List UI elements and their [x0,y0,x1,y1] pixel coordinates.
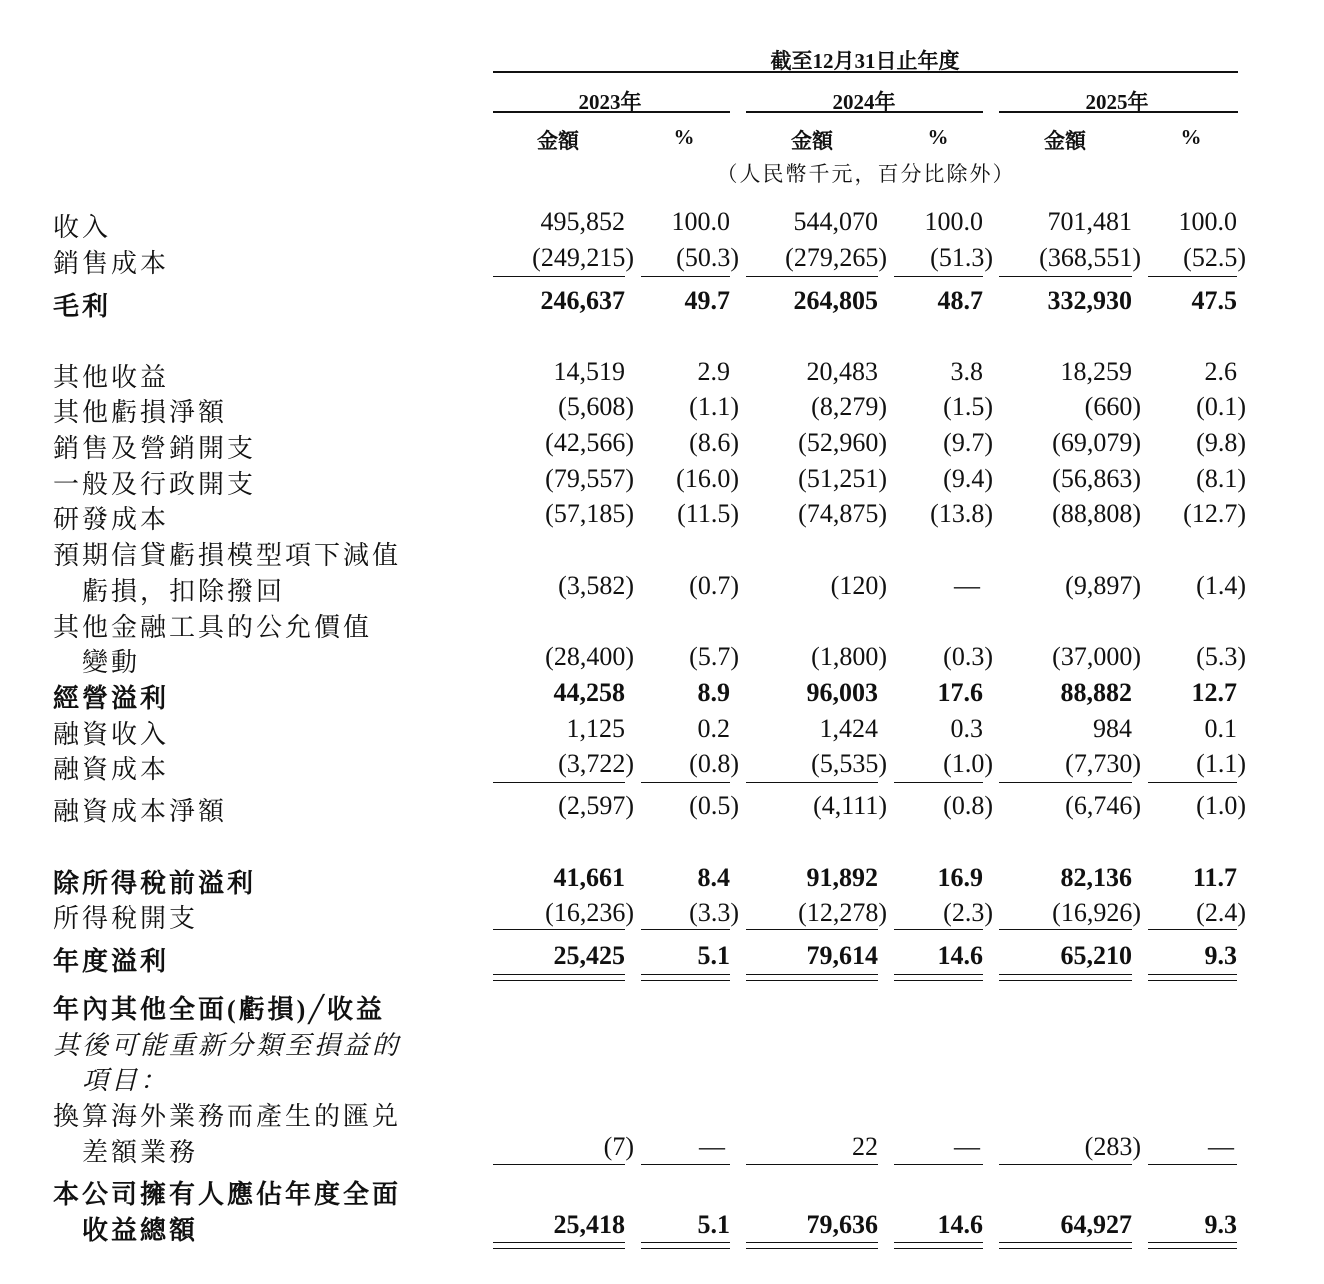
pct-header-2024: % [927,125,949,149]
value-admin-expenses-col5: (8.1) [1196,464,1246,493]
value-selling-expenses-col1: (8.6) [689,428,739,457]
value-operating-profit-col0: 44,258 [553,678,625,707]
value-gross-profit-col5: 47.5 [1191,286,1237,315]
rule-after-fx-diff-col0 [493,1164,625,1165]
label-cost-of-sales: 銷售成本 [53,249,170,278]
value-fx-diff-col4: (283) [1084,1132,1141,1161]
value-finance-income-col3: 0.3 [950,714,983,743]
value-selling-expenses-col0: (42,566) [545,428,634,457]
double-rule-profit-for-year-col4 [999,974,1132,981]
value-finance-income-col0: 1,125 [566,714,625,743]
label-fx-diff-line2: 差額業務 [82,1138,199,1167]
value-admin-expenses-col4: (56,863) [1052,464,1141,493]
value-profit-for-year-col3: 14.6 [937,941,983,970]
value-income-tax-col4: (16,926) [1052,898,1141,927]
label-gross-profit: 毛利 [53,292,112,321]
value-revenue-col4: 701,481 [1047,207,1132,236]
label-net-finance-costs: 融資成本淨額 [53,797,228,826]
double-rule-profit-for-year-col5 [1148,974,1237,981]
value-impairment-col0: (3,582) [558,571,634,600]
value-net-finance-costs-col4: (6,746) [1065,791,1141,820]
label-reclass-line1: 其後可能重新分類至損益的 [53,1031,402,1060]
label-rd-costs: 研發成本 [53,505,170,534]
value-net-finance-costs-col3: (0.8) [943,791,993,820]
label-admin-expenses: 一般及行政開支 [53,470,257,499]
value-profit-for-year-col0: 25,425 [553,941,625,970]
value-net-finance-costs-col1: (0.5) [689,791,739,820]
value-cost-of-sales-col4: (368,551) [1039,243,1141,272]
value-rd-costs-col5: (12.7) [1183,499,1246,528]
rule-after-income-tax-col5 [1148,929,1237,930]
value-income-tax-col3: (2.3) [943,898,993,927]
value-revenue-col2: 544,070 [793,207,878,236]
rule-after-cost-of-sales-col0 [493,276,625,277]
value-income-tax-col5: (2.4) [1196,898,1246,927]
value-total-comprehensive-col0: 25,418 [553,1210,625,1239]
value-fair-value-col4: (37,000) [1052,642,1141,671]
year-2024: 2024年 [832,90,896,114]
double-rule-total-comprehensive-col5 [1148,1242,1237,1249]
value-rd-costs-col4: (88,808) [1052,499,1141,528]
value-fair-value-col3: (0.3) [943,642,993,671]
label-impairment-line1: 預期信貸虧損模型項下減值 [53,541,402,570]
rule-after-income-tax-col0 [493,929,625,930]
value-gross-profit-col2: 264,805 [793,286,878,315]
value-profit-for-year-col4: 65,210 [1060,941,1132,970]
rule-after-income-tax-col2 [746,929,878,930]
value-operating-profit-col2: 96,003 [806,678,878,707]
rule-after-finance-costs-col2 [746,782,878,783]
value-net-finance-costs-col0: (2,597) [558,791,634,820]
value-selling-expenses-col3: (9.7) [943,428,993,457]
value-finance-costs-col0: (3,722) [558,749,634,778]
value-total-comprehensive-col4: 64,927 [1060,1210,1132,1239]
label-other-income: 其他收益 [53,363,170,392]
label-other-losses: 其他虧損淨額 [53,398,228,427]
value-rd-costs-col1: (11.5) [677,499,739,528]
value-profit-for-year-col2: 79,614 [806,941,878,970]
value-income-tax-col2: (12,278) [798,898,887,927]
label-finance-costs: 融資成本 [53,755,170,784]
label-revenue: 收入 [53,213,112,242]
value-rd-costs-col3: (13.8) [930,499,993,528]
value-gross-profit-col4: 332,930 [1047,286,1132,315]
value-fair-value-col1: (5.7) [689,642,739,671]
value-admin-expenses-col0: (79,557) [545,464,634,493]
value-gross-profit-col1: 49.7 [684,286,730,315]
double-rule-total-comprehensive-col3 [894,1242,983,1249]
value-net-finance-costs-col5: (1.0) [1196,791,1246,820]
value-fx-diff-col0: (7) [603,1132,634,1161]
value-impairment-col5: (1.4) [1196,571,1246,600]
year-rule-2024 [746,111,983,113]
value-fair-value-col0: (28,400) [545,642,634,671]
rule-after-fx-diff-col2 [746,1164,878,1165]
value-admin-expenses-col3: (9.4) [943,464,993,493]
label-profit-before-tax: 除所得稅前溢利 [53,869,257,898]
value-admin-expenses-col2: (51,251) [798,464,887,493]
label-fx-diff-line1: 換算海外業務而產生的匯兑 [53,1102,402,1131]
rule-after-finance-costs-col1 [641,782,730,783]
value-cost-of-sales-col1: (50.3) [676,243,739,272]
double-rule-total-comprehensive-col4 [999,1242,1132,1249]
rule-after-cost-of-sales-col3 [894,276,983,277]
double-rule-total-comprehensive-col0 [493,1242,625,1249]
value-cost-of-sales-col2: (279,265) [785,243,887,272]
double-rule-profit-for-year-col0 [493,974,625,981]
value-operating-profit-col5: 12.7 [1191,678,1237,707]
rule-after-income-tax-col3 [894,929,983,930]
value-other-income-col4: 18,259 [1060,357,1132,386]
value-other-income-col5: 2.6 [1204,357,1237,386]
label-finance-income: 融資收入 [53,720,170,749]
rule-after-cost-of-sales-col2 [746,276,878,277]
value-rd-costs-col2: (74,875) [798,499,887,528]
value-rd-costs-col0: (57,185) [545,499,634,528]
value-income-tax-col1: (3.3) [689,898,739,927]
value-total-comprehensive-col1: 5.1 [697,1210,730,1239]
rule-after-income-tax-col1 [641,929,730,930]
rule-after-cost-of-sales-col1 [641,276,730,277]
value-profit-before-tax-col0: 41,661 [553,863,625,892]
label-impairment-line2: 虧損，扣除撥回 [82,577,286,606]
pct-header-2023: % [673,125,695,149]
value-fx-diff-col3: — [954,1132,980,1161]
value-operating-profit-col3: 17.6 [937,678,983,707]
value-gross-profit-col3: 48.7 [937,286,983,315]
year-rule-2023 [493,111,730,113]
double-rule-total-comprehensive-col1 [641,1242,730,1249]
value-finance-costs-col3: (1.0) [943,749,993,778]
value-fx-diff-col1: — [699,1132,725,1161]
rule-after-finance-costs-col4 [999,782,1132,783]
label-income-tax: 所得稅開支 [53,904,199,933]
rule-after-cost-of-sales-col4 [999,276,1132,277]
value-profit-for-year-col5: 9.3 [1204,941,1237,970]
value-net-finance-costs-col2: (4,111) [813,791,887,820]
double-rule-profit-for-year-col1 [641,974,730,981]
label-selling-expenses: 銷售及營銷開支 [53,434,257,463]
value-other-income-col1: 2.9 [697,357,730,386]
value-other-losses-col5: (0.1) [1196,392,1246,421]
value-other-income-col2: 20,483 [806,357,878,386]
rule-after-fx-diff-col3 [894,1164,983,1165]
year-2025: 2025年 [1085,90,1149,114]
value-selling-expenses-col4: (69,079) [1052,428,1141,457]
value-fair-value-col5: (5.3) [1196,642,1246,671]
rule-after-income-tax-col4 [999,929,1132,930]
label-operating-profit: 經營溢利 [53,684,170,713]
value-total-comprehensive-col2: 79,636 [806,1210,878,1239]
value-other-losses-col2: (8,279) [811,392,887,421]
value-gross-profit-col0: 246,637 [540,286,625,315]
value-other-losses-col1: (1.1) [689,392,739,421]
double-rule-profit-for-year-col2 [746,974,878,981]
value-finance-costs-col1: (0.8) [689,749,739,778]
value-other-losses-col3: (1.5) [943,392,993,421]
value-finance-income-col4: 984 [1093,714,1132,743]
value-profit-before-tax-col4: 82,136 [1060,863,1132,892]
value-finance-costs-col2: (5,535) [811,749,887,778]
value-fx-diff-col5: — [1208,1132,1234,1161]
value-finance-costs-col5: (1.1) [1196,749,1246,778]
value-selling-expenses-col5: (9.8) [1196,428,1246,457]
value-other-income-col0: 14,519 [553,357,625,386]
value-other-losses-col4: (660) [1084,392,1141,421]
value-profit-before-tax-col2: 91,892 [806,863,878,892]
value-finance-income-col1: 0.2 [697,714,730,743]
value-total-comprehensive-col5: 9.3 [1204,1210,1237,1239]
value-operating-profit-col4: 88,882 [1060,678,1132,707]
value-impairment-col2: (120) [830,571,887,600]
value-operating-profit-col1: 8.9 [697,678,730,707]
label-oci-header: 年內其他全面(虧損)╱收益 [53,995,385,1024]
value-profit-before-tax-col3: 16.9 [937,863,983,892]
value-revenue-col1: 100.0 [671,207,730,236]
value-selling-expenses-col2: (52,960) [798,428,887,457]
rule-after-finance-costs-col5 [1148,782,1237,783]
rule-after-fx-diff-col1 [641,1164,730,1165]
value-cost-of-sales-col3: (51.3) [930,243,993,272]
year-rule-2025 [999,111,1238,113]
value-finance-income-col5: 0.1 [1204,714,1237,743]
amount-header-2025: 金額 [1044,129,1086,153]
label-fair-value-line1: 其他金融工具的公允價值 [53,613,373,642]
label-total-comprehensive-line2: 收益總額 [82,1216,199,1245]
year-2023: 2023年 [578,90,642,114]
pct-header-2025: % [1180,125,1202,149]
value-fx-diff-col2: 22 [852,1132,878,1161]
value-income-tax-col0: (16,236) [545,898,634,927]
value-profit-before-tax-col5: 11.7 [1192,863,1237,892]
value-profit-before-tax-col1: 8.4 [697,863,730,892]
value-impairment-col3: — [954,571,980,600]
double-rule-profit-for-year-col3 [894,974,983,981]
value-impairment-col1: (0.7) [689,571,739,600]
header-rule-top [493,71,1238,73]
value-finance-costs-col4: (7,730) [1065,749,1141,778]
rule-after-finance-costs-col3 [894,782,983,783]
rule-after-fx-diff-col4 [999,1164,1132,1165]
value-revenue-col5: 100.0 [1178,207,1237,236]
value-profit-for-year-col1: 5.1 [697,941,730,970]
rule-after-cost-of-sales-col5 [1148,276,1237,277]
rule-after-fx-diff-col5 [1148,1164,1237,1165]
label-total-comprehensive-line1: 本公司擁有人應佔年度全面 [53,1180,402,1209]
label-reclass-line2: 項目： [82,1066,170,1095]
label-profit-for-year: 年度溢利 [53,947,170,976]
value-finance-income-col2: 1,424 [819,714,878,743]
amount-header-2024: 金額 [791,129,833,153]
period-heading: 截至12月31日止年度 [770,49,960,73]
value-total-comprehensive-col3: 14.6 [937,1210,983,1239]
value-admin-expenses-col1: (16.0) [676,464,739,493]
value-other-income-col3: 3.8 [950,357,983,386]
value-cost-of-sales-col5: (52.5) [1183,243,1246,272]
value-impairment-col4: (9,897) [1065,571,1141,600]
value-other-losses-col0: (5,608) [558,392,634,421]
value-fair-value-col2: (1,800) [811,642,887,671]
value-revenue-col3: 100.0 [924,207,983,236]
value-revenue-col0: 495,852 [540,207,625,236]
value-cost-of-sales-col0: (249,215) [532,243,634,272]
rule-after-finance-costs-col0 [493,782,625,783]
double-rule-total-comprehensive-col2 [746,1242,878,1249]
amount-header-2023: 金額 [537,129,579,153]
unit-note: （人民幣千元，百分比除外） [716,162,1016,186]
label-fair-value-line2: 變動 [82,648,141,677]
